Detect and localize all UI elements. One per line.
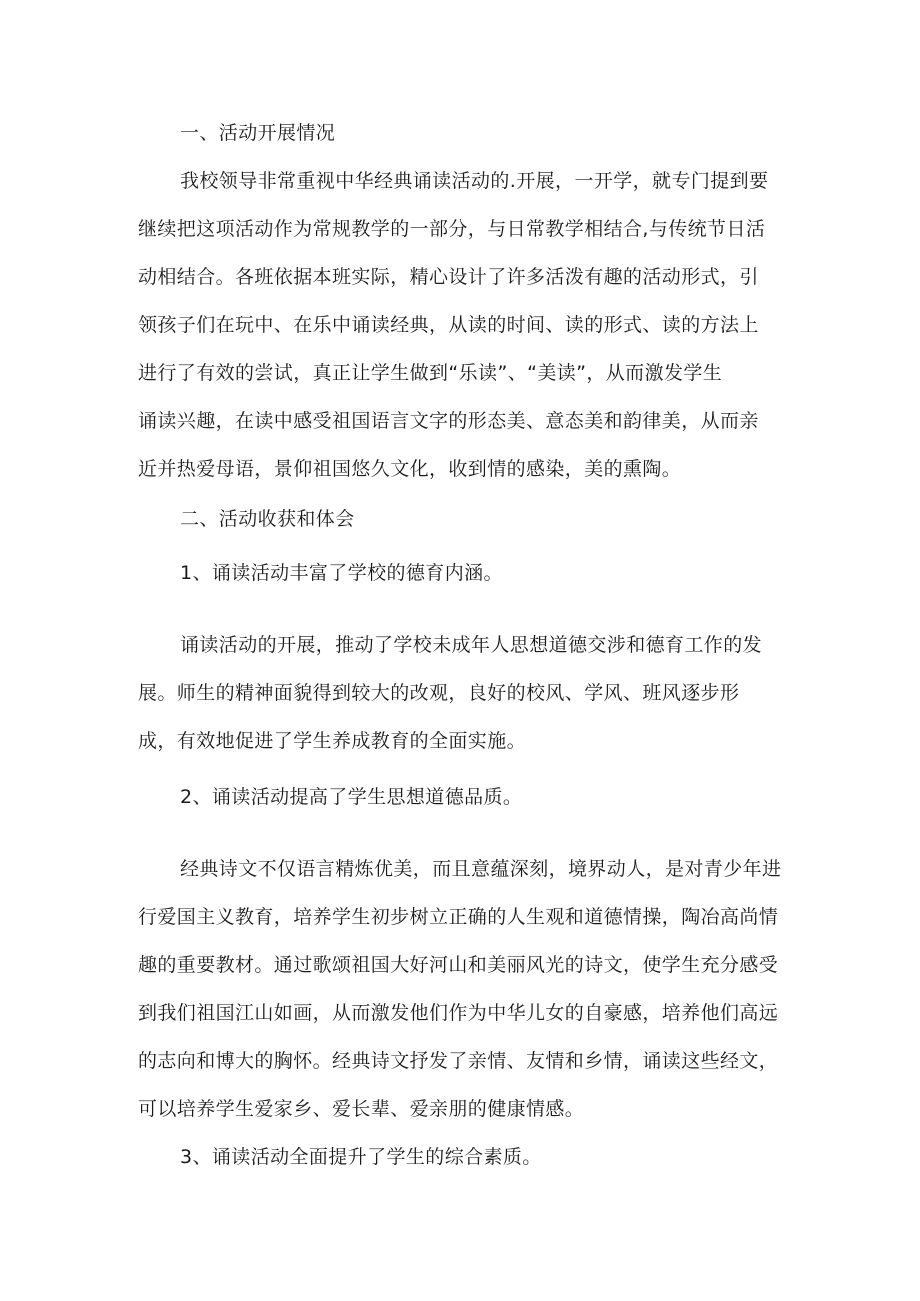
- paragraph-3-line-2: 行爱国主义教育，培养学生初步树立正确的人生观和道德情操，陶冶高尚情: [138, 906, 779, 928]
- subheading-2: 2、诵读活动提高了学生思想道德品质。: [180, 786, 523, 808]
- paragraph-2-line-3: 成，有效地促进了学生养成教育的全面实施。: [138, 730, 527, 752]
- paragraph-1-line-6: 诵读兴趣，在读中感受祖国语言文字的形态美、意态美和韵律美，从而亲: [138, 410, 759, 432]
- paragraph-2-line-2: 展。师生的精神面貌得到较大的改观，良好的校风、学风、班风逐步形: [138, 682, 740, 704]
- paragraph-2-line-1: 诵读活动的开展，推动了学校未成年人思想道德交涉和德育工作的发: [180, 634, 763, 656]
- paragraph-1-line-4: 领孩子们在玩中、在乐中诵读经典，从读的时间、读的形式、读的方法上: [138, 314, 759, 336]
- subheading-3: 3、诵读活动全面提升了学生的综合素质。: [180, 1146, 542, 1168]
- paragraph-1-line-2: 继续把这项活动作为常规教学的一部分，与日常教学相结合,与传统节日活: [138, 218, 766, 240]
- section-heading-1: 一、活动开展情况: [180, 122, 336, 144]
- paragraph-1-line-1: 我校领导非常重视中华经典诵读活动的.开展，一开学，就专门提到要: [180, 170, 769, 192]
- paragraph-3-line-5: 的志向和博大的胸怀。经典诗文抒发了亲情、友情和乡情，诵读这些经文，: [138, 1050, 779, 1072]
- paragraph-3-line-6: 可以培养学生爱家乡、爱长辈、爱亲朋的健康情感。: [138, 1098, 585, 1120]
- section-heading-2: 二、活动收获和体会: [180, 508, 355, 530]
- subheading-1: 1、诵读活动丰富了学校的德育内涵。: [180, 562, 503, 584]
- paragraph-1-line-3: 动相结合。各班依据本班实际，精心设计了许多活泼有趣的活动形式，引: [138, 266, 759, 288]
- paragraph-3-line-1: 经典诗文不仅语言精炼优美，而且意蕴深刻，境界动人，是对青少年进: [180, 858, 782, 880]
- paragraph-1-line-7: 近并热爱母语，景仰祖国悠久文化，收到情的感染，美的熏陶。: [138, 458, 682, 480]
- paragraph-3-line-4: 到我们祖国江山如画，从而激发他们作为中华儿女的自豪感，培养他们高远: [138, 1002, 779, 1024]
- paragraph-3-line-3: 趣的重要教材。通过歌颂祖国大好河山和美丽风光的诗文，使学生充分感受: [138, 954, 779, 976]
- paragraph-1-line-5: 进行了有效的尝试，真正让学生做到“乐读”、“美读”，从而激发学生: [138, 362, 723, 384]
